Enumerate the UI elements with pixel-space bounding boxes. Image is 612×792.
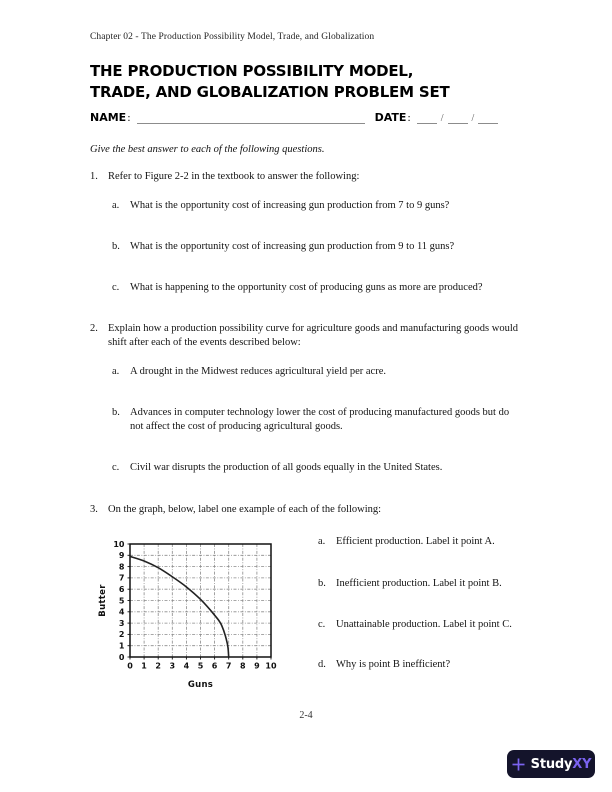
name-colon: : (127, 113, 131, 124)
name-date-row (90, 110, 522, 124)
question-3-text: On the graph, below, label one example of each of the following: (108, 504, 382, 515)
chart-ppc-curve (130, 556, 229, 657)
plus-icon (511, 757, 526, 772)
studyxy-logo-badge (507, 750, 595, 778)
question-3-number: 3. (90, 504, 98, 515)
svg-text:2: 2 (155, 661, 161, 671)
name-blank-field[interactable] (137, 110, 365, 124)
question-1-number: 1. (90, 171, 98, 182)
svg-text:10: 10 (265, 661, 277, 671)
question-3 (90, 503, 381, 517)
question-3d-letter: d. (318, 659, 326, 670)
question-1 (90, 170, 359, 184)
question-1b (112, 240, 454, 254)
date-colon: : (407, 113, 411, 124)
question-3b (318, 577, 502, 591)
question-2-text: Explain how a production possibility curve for agriculture goods and manufacturing goods would shift after each of the events described below: (108, 323, 518, 348)
svg-text:3: 3 (118, 618, 125, 628)
page-title (90, 61, 540, 103)
question-1b-letter: b. (112, 241, 120, 252)
logo-text (531, 757, 592, 772)
svg-text:7: 7 (225, 661, 232, 671)
question-1a-letter: a. (112, 200, 120, 211)
svg-text:0: 0 (127, 661, 133, 671)
question-3c-letter: c. (318, 619, 326, 630)
question-3b-letter: b. (318, 578, 326, 589)
chart-ticks (128, 544, 272, 660)
svg-text:8: 8 (240, 661, 246, 671)
svg-text:6: 6 (118, 585, 125, 594)
svg-text:6: 6 (211, 661, 218, 671)
instruction-text: Give the best answer to each of the following questions. (90, 144, 325, 155)
svg-text:8: 8 (118, 562, 125, 572)
question-2c-letter: c. (112, 462, 120, 473)
date-slash-2: / (471, 113, 475, 124)
question-1a-text: What is the opportunity cost of increasing gun production from 7 to 9 guns? (130, 200, 450, 211)
chart-ylabel: Butter (98, 584, 108, 617)
svg-text:7: 7 (118, 573, 125, 583)
question-3d-text: Why is point B inefficient? (336, 659, 451, 670)
date-year-field[interactable] (478, 110, 498, 124)
question-2b (112, 406, 522, 433)
date-group (375, 110, 501, 124)
question-1b-text: What is the opportunity cost of increasing gun production from 9 to 11 guns? (130, 241, 455, 252)
question-2a (112, 365, 386, 379)
question-3a (318, 535, 495, 549)
date-month-field[interactable] (417, 110, 437, 124)
page-title-line-1: THE PRODUCTION POSSIBILITY MODEL, (90, 62, 414, 80)
question-2a-text: A drought in the Midwest reduces agricultural yield per acre. (130, 366, 386, 377)
date-label: DATE (374, 111, 407, 124)
question-3a-text: Efficient production. Label it point A. (336, 536, 495, 547)
question-1c-text: What is happening to the opportunity cost of producing guns as more are produced? (130, 282, 483, 293)
svg-text:4: 4 (183, 661, 190, 671)
question-3d (318, 658, 450, 672)
question-1-text: Refer to Figure 2-2 in the textbook to answer the following: (108, 171, 360, 182)
question-1c-letter: c. (112, 282, 120, 293)
page-number: 2-4 (299, 710, 313, 721)
question-1a (112, 199, 449, 213)
svg-text:9: 9 (254, 661, 260, 671)
logo-text-study: Study (530, 756, 573, 772)
svg-text:0: 0 (118, 652, 125, 662)
question-2-number: 2. (90, 323, 98, 334)
question-3c-text: Unattainable production. Label it point C. (336, 619, 512, 630)
chapter-header: Chapter 02 - The Production Possibility Model, Trade, and Globalization (90, 32, 375, 42)
svg-text:10: 10 (113, 539, 125, 549)
svg-text:1: 1 (141, 661, 147, 671)
question-3a-letter: a. (318, 536, 326, 547)
question-3c (318, 618, 512, 632)
page-title-line-2: TRADE, AND GLOBALIZATION PROBLEM SET (90, 83, 450, 101)
svg-text:9: 9 (118, 551, 125, 561)
date-day-field[interactable] (448, 110, 468, 124)
question-2a-letter: a. (112, 366, 120, 377)
svg-text:2: 2 (118, 630, 125, 640)
question-2c-text: Civil war disrupts the production of all goods equally in the United States. (130, 462, 443, 473)
svg-text:3: 3 (169, 661, 176, 671)
question-2b-text: Advances in computer technology lower the cost of producing manufactured goods but do not affect the cost of producing agricultural goods. (130, 407, 510, 432)
name-label: NAME (90, 111, 127, 124)
date-slash-1: / (440, 113, 444, 124)
chart-xlabel: Guns (187, 680, 214, 690)
chart-y-tick-labels (113, 540, 125, 662)
chart-x-tick-labels (127, 662, 277, 671)
svg-text:5: 5 (197, 661, 204, 671)
logo-text-xy: XY (572, 756, 592, 772)
question-3b-text: Inefficient production. Label it point B. (336, 578, 502, 589)
production-possibility-graph (95, 535, 300, 695)
svg-text:4: 4 (118, 607, 125, 617)
question-2 (90, 322, 522, 349)
question-2b-letter: b. (112, 407, 120, 418)
svg-text:5: 5 (118, 596, 125, 606)
svg-text:1: 1 (118, 641, 125, 651)
question-1c (112, 281, 483, 295)
question-2c (112, 461, 442, 475)
